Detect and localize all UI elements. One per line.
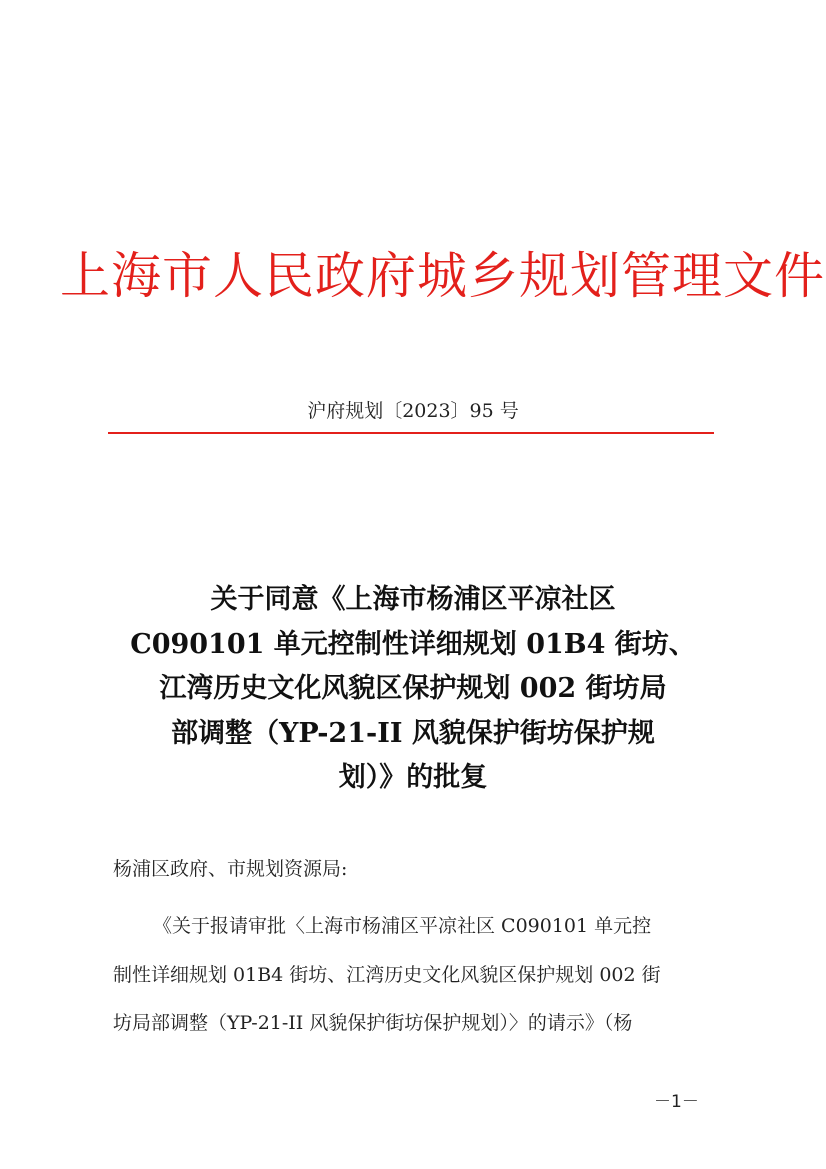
red-divider-line (108, 432, 714, 434)
document-number: 沪府规划〔2023〕95 号 (307, 400, 519, 422)
body-paragraph (113, 902, 715, 1048)
subject-line: 江湾历史文化风貌区保护规划 002 街坊局 (159, 673, 667, 704)
subject-line: 划）》的批复 (338, 762, 488, 793)
body-line: 坊局部调整（YP-21-II 风貌保护街坊保护规划）〉的请示》（杨 (113, 1012, 633, 1034)
subject-line: 部调整（YP-21-II 风貌保护街坊保护规 (171, 717, 655, 749)
addressee: 杨浦区政府、市规划资源局: (113, 858, 348, 880)
body-line: 《关于报请审批〈上海市杨浦区平凉社区 C090101 单元控 (153, 915, 652, 937)
body-line: 制性详细规划 01B4 街坊、江湾历史文化风貌区保护规划 002 街 (113, 963, 661, 986)
page-number: －1－ (654, 1092, 699, 1112)
document-subject (100, 578, 726, 801)
subject-line: 关于同意《上海市杨浦区平凉社区 (210, 584, 616, 615)
subject-line: C090101 单元控制性详细规划 01B4 街坊、 (130, 628, 696, 660)
document-header-title: 上海市人民政府城乡规划管理文件 (60, 247, 825, 305)
